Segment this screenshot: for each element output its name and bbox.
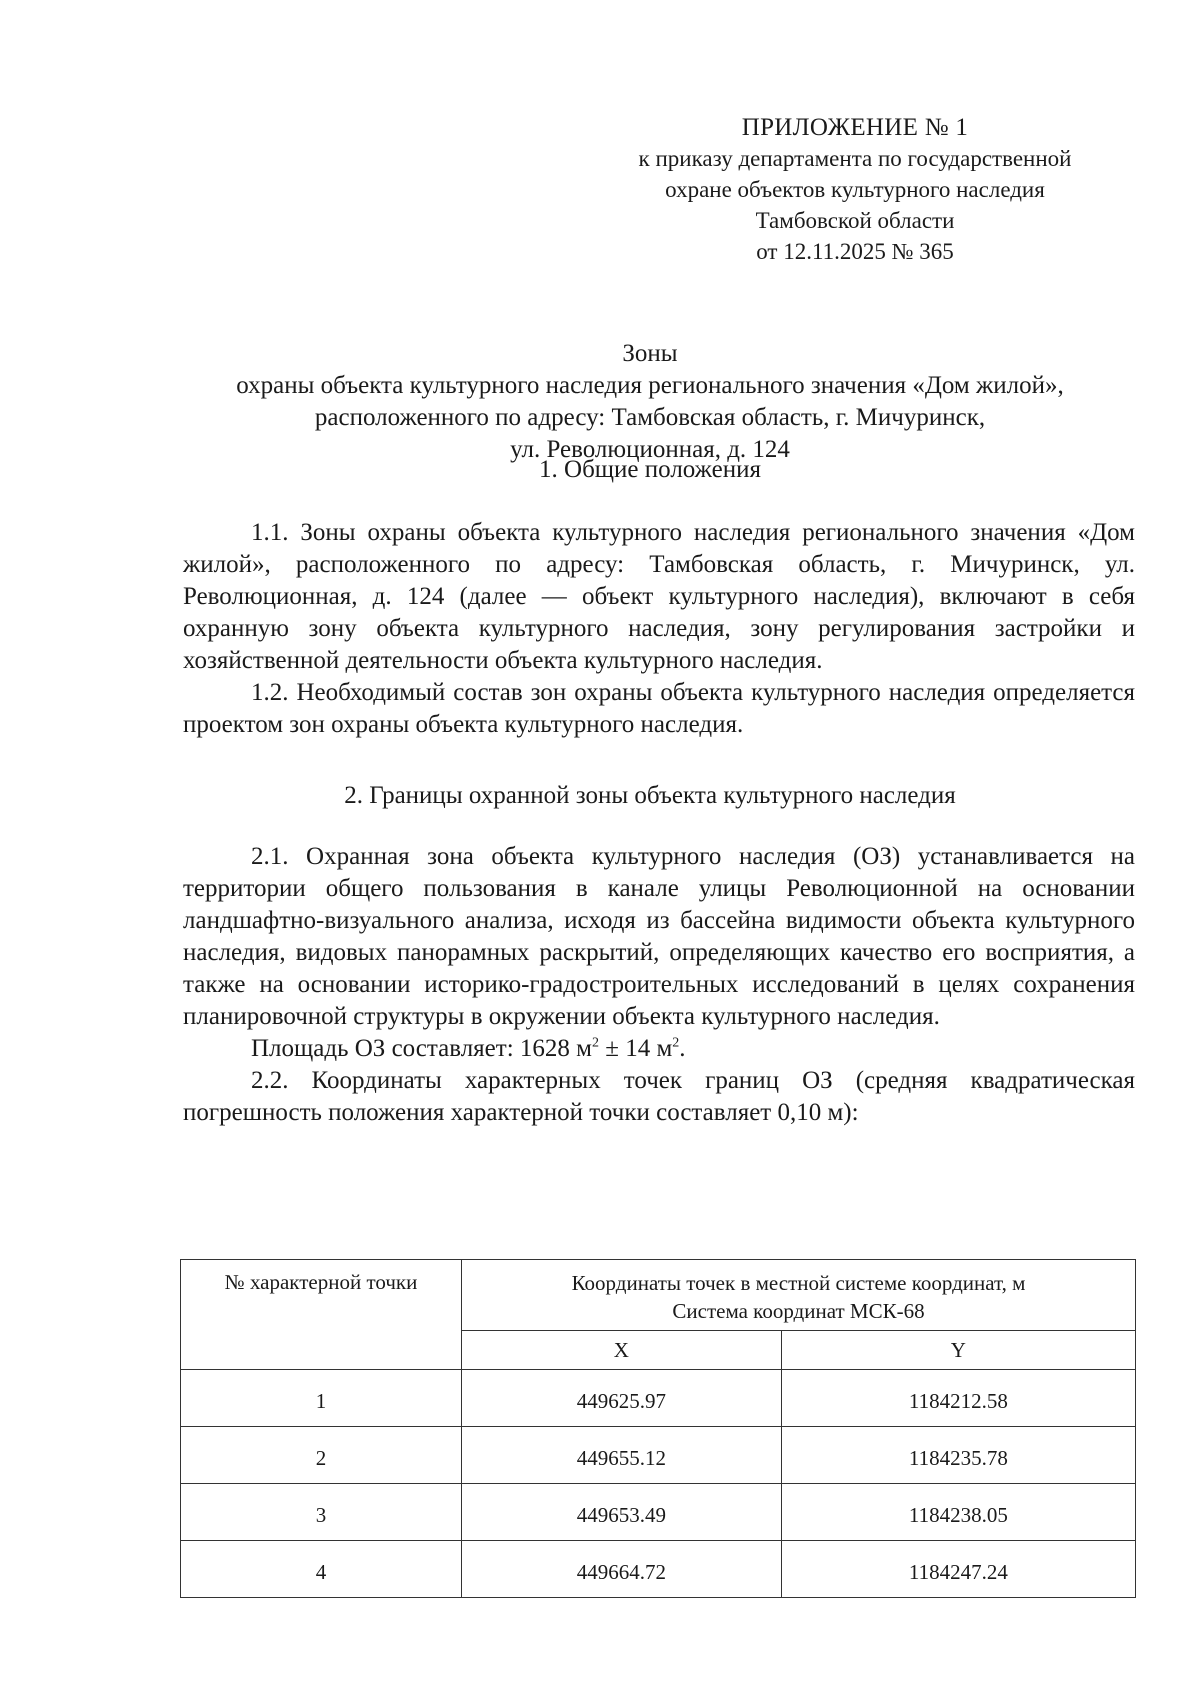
section1-heading: 1. Общие положения bbox=[539, 456, 761, 483]
header-coordinate-system bbox=[462, 1260, 1136, 1331]
title-line: Зоны bbox=[622, 340, 678, 367]
appendix-line: Тамбовской области bbox=[755, 208, 955, 233]
area-paragraph bbox=[183, 1033, 1135, 1065]
cell-number: 2 bbox=[181, 1427, 462, 1484]
table-row bbox=[181, 1370, 1136, 1427]
appendix-header bbox=[570, 112, 1140, 267]
cell-x: 449625.97 bbox=[462, 1370, 782, 1427]
header-x: X bbox=[462, 1331, 782, 1370]
cell-y: 1184212.58 bbox=[781, 1370, 1135, 1427]
section2-body bbox=[183, 841, 1135, 1129]
cell-y: 1184238.05 bbox=[781, 1484, 1135, 1541]
area-unit-power: 2 bbox=[672, 1035, 680, 1051]
area-text: Площадь ОЗ составляет: 1628 м bbox=[251, 1035, 592, 1062]
title-line: расположенного по адресу: Тамбовская область, г. Мичуринск, bbox=[314, 404, 986, 431]
header-point-number: № характерной точки bbox=[181, 1260, 462, 1370]
table-row bbox=[181, 1484, 1136, 1541]
cell-y: 1184247.24 bbox=[781, 1541, 1135, 1598]
table-row bbox=[181, 1427, 1136, 1484]
table-row bbox=[181, 1541, 1136, 1598]
coordinates-table bbox=[180, 1259, 1136, 1598]
header-y: Y bbox=[781, 1331, 1135, 1370]
paragraph: 2.1. Охранная зона объекта культурного наследия (ОЗ) устанавливается на территории общего пользования в канале улицы Революционной на основании ландшафтно-визуального анализа, исходя из бассейна видимости объекта культурного наследия, видовых панорамных раскрытий, определяющих качество его восприятия, а также на основании историко-градостроительных исследований в целях сохранения планировочной структуры в окружении объекта культурного наследия. bbox=[183, 843, 1135, 1030]
cell-y: 1184235.78 bbox=[781, 1427, 1135, 1484]
cell-x: 449664.72 bbox=[462, 1541, 782, 1598]
appendix-line: к приказу департамента по государственной bbox=[638, 146, 1072, 171]
title-line: ул. Революционная, д. 124 bbox=[510, 436, 790, 463]
cell-x: 449653.49 bbox=[462, 1484, 782, 1541]
area-tolerance: ± 14 м bbox=[598, 1035, 673, 1062]
paragraph: 2.2. Координаты характерных точек границ ОЗ (средняя квадратическая погрешность положения характерной точки составляет 0,10 м): bbox=[183, 1067, 1135, 1126]
cell-number: 4 bbox=[181, 1541, 462, 1598]
document-title bbox=[170, 338, 1130, 466]
cell-number: 3 bbox=[181, 1484, 462, 1541]
header-line: Система координат МСК-68 bbox=[672, 1299, 925, 1323]
cell-x: 449655.12 bbox=[462, 1427, 782, 1484]
area-end: . bbox=[679, 1035, 686, 1062]
section2-heading: 2. Границы охранной зоны объекта культурного наследия bbox=[344, 782, 956, 809]
title-line: охраны объекта культурного наследия регионального значения «Дом жилой», bbox=[236, 372, 1064, 399]
appendix-line: охране объектов культурного наследия bbox=[665, 177, 1045, 202]
cell-number: 1 bbox=[181, 1370, 462, 1427]
appendix-title: ПРИЛОЖЕНИЕ № 1 bbox=[741, 114, 969, 141]
appendix-date: от 12.11.2025 № 365 bbox=[756, 239, 954, 264]
paragraph: 1.2. Необходимый состав зон охраны объекта культурного наследия определяется проектом зон охраны объекта культурного наследия. bbox=[183, 679, 1135, 738]
header-line: Координаты точек в местной системе координат, м bbox=[571, 1271, 1026, 1295]
paragraph: 1.1. Зоны охраны объекта культурного наследия регионального значения «Дом жилой», расположенного по адресу: Тамбовская область, г. Мичуринск, ул. Революционная, д. 124 (далее — объект культурного наследия), включают в себя охранную зону объекта культурного наследия, зону регулирования застройки и хозяйственной деятельности объекта культурного наследия. bbox=[183, 519, 1135, 674]
area-unit-power: 2 bbox=[591, 1035, 599, 1051]
section1-body bbox=[183, 517, 1135, 741]
